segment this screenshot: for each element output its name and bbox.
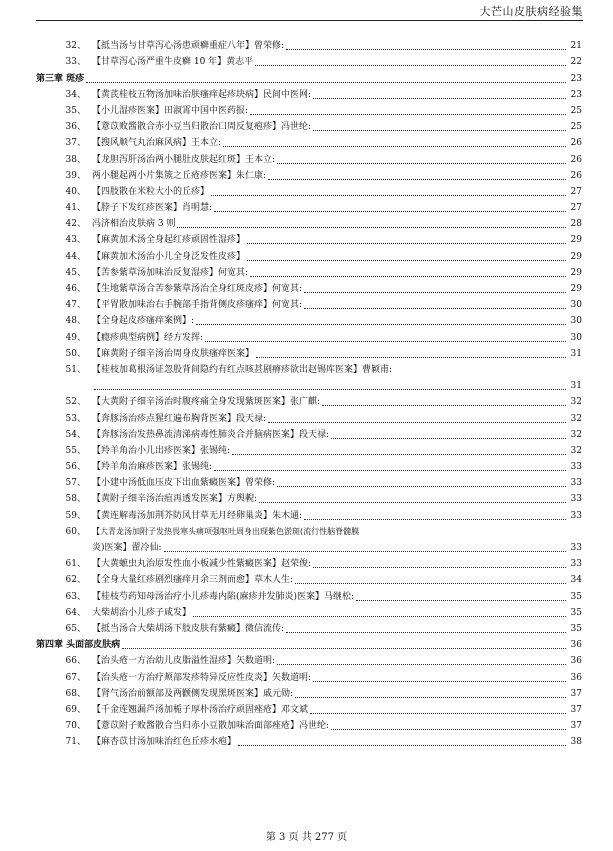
toc-entry-number: 36、 — [65, 122, 86, 133]
toc-entry[interactable] — [36, 524, 582, 540]
toc-entry[interactable] — [36, 621, 582, 637]
toc-entry-title: 【大黄蟅虫丸治原发性血小板减少性紫癜医案】赵荣俊: — [92, 559, 312, 570]
toc-entry-title: 【小儿湿疹医案】田淑霄中国中医药报: — [92, 105, 249, 116]
toc-entry[interactable] — [36, 653, 582, 669]
toc-entry-number: 51、 — [65, 364, 86, 375]
toc-entry-number: 60、 — [65, 526, 86, 537]
toc-entry-number: 53、 — [65, 413, 86, 424]
toc-page-number: 27 — [570, 203, 582, 214]
toc-chapter[interactable] — [36, 637, 582, 653]
toc-leader-dots — [304, 291, 566, 293]
toc-leader-dots — [313, 566, 566, 568]
toc-entry[interactable] — [36, 103, 582, 119]
toc-entry[interactable] — [36, 540, 582, 556]
toc-entry-title: 【脖子下发红疹医案】肖明慧: — [92, 203, 213, 214]
toc-leader-dots — [214, 469, 566, 471]
toc-entry-number: 57、 — [65, 478, 86, 489]
toc-page-number: 36 — [570, 672, 582, 683]
toc-page-number: 29 — [570, 284, 582, 294]
toc-page-number: 32 — [570, 429, 582, 440]
toc-entry-title: 第三章 斑疹 — [36, 73, 85, 84]
toc-entry[interactable] — [36, 588, 582, 604]
toc-entry-number: 41、 — [65, 203, 86, 214]
toc-entry[interactable] — [36, 216, 582, 232]
toc-entry-number: 71、 — [65, 737, 86, 748]
toc-entry[interactable] — [36, 248, 582, 264]
toc-leader-dots — [247, 259, 566, 261]
toc-entry-title: 【奔豚汤治发热鼻流清涕病毒性肺炎合并脑病医案】段天禄: — [92, 429, 330, 440]
toc-entry-number: 69、 — [65, 704, 86, 715]
toc-entry-number: 38、 — [65, 154, 86, 165]
toc-entry[interactable] — [36, 572, 582, 588]
toc-entry-title: 【生地紫草汤合苦参紫草汤治全身红斑皮疹】何宽其: — [92, 284, 303, 294]
toc-entry-number: 61、 — [65, 559, 86, 570]
toc-leader-dots — [211, 194, 566, 196]
toc-leader-dots — [164, 550, 566, 552]
toc-entry-number: 56、 — [65, 462, 86, 473]
toc-entry-number: 50、 — [65, 348, 86, 359]
toc-entry[interactable] — [36, 313, 582, 329]
toc-entry-title: 【大青龙汤加附子发热畏寒头痛项强呕吐周身出现紫色淤斑(流行性脑脊髓膜 — [92, 526, 360, 536]
toc-leader-dots — [255, 64, 566, 66]
toc-entry-title: 【全身大量红疹剧烈瘙痒月余三剂而愈】草木人生: — [92, 575, 294, 586]
toc-entry[interactable] — [36, 394, 582, 410]
toc-leader-dots — [331, 437, 566, 439]
toc-page-number: 30 — [570, 316, 582, 327]
toc-page-number: 33 — [570, 494, 582, 505]
toc-entry-number: 47、 — [65, 300, 86, 311]
toc-entry-title: 【黄连解毒汤加荆芥防风甘草无月经卵巢炎】朱木通: — [92, 510, 303, 521]
toc-leader-dots — [331, 728, 566, 730]
toc-leader-dots — [223, 145, 566, 147]
toc-entry-title: 【苦参紫草汤加味治反复湿疹】何宽其: — [92, 267, 249, 278]
toc-leader-dots — [286, 631, 566, 633]
toc-entry[interactable] — [36, 443, 582, 459]
toc-entry-number: 66、 — [65, 656, 86, 667]
toc-entry-number: 70、 — [65, 721, 86, 732]
toc-entry-title: 【麻杏苡甘汤加味治红色丘疹水疱】 — [92, 737, 237, 748]
toc-entry-number: 55、 — [65, 445, 86, 456]
table-of-contents — [36, 38, 582, 750]
toc-page-number: 29 — [570, 251, 582, 262]
toc-entry[interactable] — [36, 346, 582, 362]
toc-entry[interactable] — [36, 265, 582, 281]
toc-entry-title: 【治头疮一方治疗颊部发疹特异反应性皮炎】矢数道明: — [92, 672, 312, 683]
toc-entry-title: 【甘草泻心汤严重牛皮癣 10 年】黄志平 — [92, 57, 254, 68]
toc-entry[interactable] — [36, 702, 582, 718]
toc-entry[interactable] — [36, 556, 582, 572]
toc-page-number: 21 — [570, 41, 582, 52]
toc-page-number: 35 — [570, 607, 582, 618]
toc-entry-title: 【龙胆泻肝汤治两小腿肚皮肤起红斑】王本立: — [92, 154, 276, 165]
toc-entry-title: 【麻黄加术汤治小儿全身泛发性皮疹】 — [92, 251, 246, 262]
toc-entry[interactable] — [36, 232, 582, 248]
toc-leader-dots — [193, 615, 566, 617]
toc-page-number: 26 — [570, 170, 582, 181]
toc-page-number: 29 — [570, 267, 582, 278]
header-rule — [36, 20, 583, 21]
toc-page-number: 36 — [570, 656, 582, 667]
toc-entry[interactable] — [36, 507, 582, 523]
toc-page-number: 33 — [570, 462, 582, 473]
toc-entry-title: 【薏苡败酱散合赤小豆当归散治口周反复疱疹】冯世纶: — [92, 122, 312, 133]
toc-leader-dots — [277, 485, 566, 487]
toc-entry[interactable] — [36, 329, 582, 345]
toc-entry-title: 【黄芪桂枝五物汤加味治肤瘙痒起疹块病】民间中医网: — [92, 89, 312, 100]
toc-page-number: 33 — [570, 478, 582, 489]
toc-page-number: 34 — [570, 575, 582, 586]
toc-entry-title: 【瘾疹典型病例】经方发挥: — [92, 332, 204, 343]
toc-leader-dots — [286, 48, 566, 50]
toc-entry-title: 【平胃散加味治右手腕部手指背侧皮疹瘙痒】何宽其: — [92, 300, 303, 311]
toc-entry-title: 【抵当汤与甘草泻心汤患顽癣重症八年】曾荣修: — [92, 41, 285, 52]
toc-leader-dots — [232, 453, 566, 455]
toc-entry-number: 44、 — [65, 251, 86, 262]
page-header — [0, 0, 613, 20]
toc-entry-number: 43、 — [65, 235, 86, 246]
toc-entry[interactable] — [36, 362, 582, 378]
toc-leader-dots — [259, 501, 566, 503]
toc-page-number: 31 — [570, 348, 582, 359]
toc-page-number: 29 — [570, 235, 582, 246]
toc-leader-dots — [313, 680, 566, 682]
toc-entry[interactable] — [36, 427, 582, 443]
toc-entry[interactable] — [36, 200, 582, 216]
toc-leader-dots — [94, 388, 566, 390]
toc-entry[interactable] — [36, 718, 582, 734]
toc-entry-title: 【薏苡附子败酱散合当归赤小豆散加味治面部痤疮】冯世纶: — [92, 721, 330, 732]
toc-page-number: 32 — [570, 397, 582, 408]
toc-leader-dots — [295, 696, 566, 698]
toc-leader-dots — [86, 81, 566, 83]
page-footer: 第 3 页 共 277 页 — [265, 832, 348, 843]
toc-entry[interactable] — [36, 410, 582, 426]
toc-entry-title: 【麻黄加术汤全身起红疹顽固性湿疹】 — [92, 235, 246, 246]
toc-entry[interactable] — [36, 151, 582, 167]
toc-leader-dots — [322, 404, 566, 406]
toc-entry[interactable] — [36, 491, 582, 507]
toc-chapter[interactable] — [36, 70, 582, 86]
toc-page-number: 30 — [570, 300, 582, 311]
toc-leader-dots — [205, 340, 566, 342]
toc-leader-dots — [277, 663, 566, 665]
toc-page-number: 28 — [570, 219, 582, 230]
toc-entry-title: 【奔豚汤治疹点猩红遍布胸背医案】段天禄: — [92, 413, 267, 424]
toc-entry-title: 【桂枝芍药知母汤治疗小儿疹毒内陷(麻疹并发肺炎)医案】马继松: — [92, 591, 355, 602]
toc-entry-number: 59、 — [65, 510, 86, 521]
toc-page-number: 25 — [570, 122, 582, 133]
toc-entry-number: 62、 — [65, 575, 86, 586]
toc-entry-title: 冯济相治皮肤病 3 则 — [92, 219, 176, 230]
toc-entry-title: 【四肢散在米粒大小的丘疹】 — [92, 186, 210, 197]
toc-page-number: 33 — [570, 510, 582, 521]
toc-entry-number: 48、 — [65, 316, 86, 327]
toc-entry[interactable] — [36, 669, 582, 685]
toc-entry[interactable] — [36, 168, 582, 184]
toc-entry-title: 【黄附子细辛汤治疽再透发医案】方舆輗: — [92, 494, 258, 505]
toc-page-number: 27 — [570, 186, 582, 197]
toc-leader-dots — [250, 113, 566, 115]
toc-entry-number: 45、 — [65, 267, 86, 278]
toc-entry-number: 42、 — [65, 219, 86, 230]
toc-page-number: 23 — [570, 73, 582, 84]
toc-leader-dots — [313, 129, 566, 131]
toc-page-number: 25 — [570, 105, 582, 116]
toc-entry[interactable] — [36, 281, 582, 297]
toc-entry[interactable] — [36, 135, 582, 151]
toc-leader-dots — [304, 518, 566, 520]
toc-page-number: 37 — [570, 721, 582, 732]
toc-page-number: 32 — [570, 413, 582, 424]
toc-entry[interactable] — [36, 119, 582, 135]
toc-entry[interactable] — [36, 378, 582, 394]
toc-entry-title: 【桂枝加葛根汤证忽股背间隐约有红点咳甚剧瘠疹欲出赵锡库医案】曹颖甫: — [92, 364, 393, 375]
toc-entry-number: 34、 — [65, 89, 86, 100]
toc-leader-dots — [214, 210, 566, 212]
toc-entry-title: 【大黄附子细辛汤治时腹疼痛全身发现紫斑医案】张广麒: — [92, 397, 321, 408]
toc-page-number: 32 — [570, 445, 582, 456]
toc-page-number: 30 — [570, 332, 582, 343]
toc-page-number: 26 — [570, 154, 582, 165]
toc-entry-number: 35、 — [65, 105, 86, 116]
book-title: 大芒山皮肤病经验集 — [479, 5, 583, 18]
toc-entry-title: 【羚羊角治小儿出疹医案】张锡纯: — [92, 445, 231, 456]
toc-entry[interactable] — [36, 605, 582, 621]
toc-entry[interactable] — [36, 475, 582, 491]
toc-entry-number: 65、 — [65, 623, 86, 634]
toc-entry-number: 40、 — [65, 186, 86, 197]
toc-page-number: 22 — [570, 57, 582, 68]
toc-entry-title: 【小建中汤低血压皮下出血紫癜医案】曾荣修: — [92, 478, 276, 489]
toc-entry-title: 【全身起皮疹瘙痒案例】: — [92, 316, 195, 327]
toc-entry[interactable] — [36, 734, 582, 750]
toc-page-number: 37 — [570, 704, 582, 715]
toc-page-number: 31 — [570, 381, 582, 392]
toc-entry-title: 【肾气汤治前额部及两颧侧发现黑斑医案】戚元勋: — [92, 688, 294, 699]
toc-entry-number: 68、 — [65, 688, 86, 699]
toc-entry-title: 【搜风顺气丸治麻风病】王本立: — [92, 138, 222, 149]
toc-entry-title: 两小腿起两小片集簇之丘疮疹医案】朱仁康: — [92, 170, 267, 181]
toc-entry[interactable] — [36, 54, 582, 70]
toc-leader-dots — [295, 582, 566, 584]
toc-entry[interactable] — [36, 38, 582, 54]
toc-entry-title: 【抵当汤合大柴胡汤下肢皮肤有紫癜】微信流传: — [92, 623, 285, 634]
toc-entry-title: 【千金连翘漏芦汤加栀子厚朴汤治疗顽固痤疮】邓文斌 — [92, 704, 309, 715]
toc-entry[interactable] — [36, 87, 582, 103]
toc-leader-dots — [247, 242, 566, 244]
toc-entry-title: 【治头疮一方治幼儿皮脂溢性湿疹】矢数道明: — [92, 656, 276, 667]
toc-leader-dots — [256, 356, 566, 358]
toc-entry[interactable] — [36, 459, 582, 475]
toc-leader-dots — [250, 275, 566, 277]
toc-leader-dots — [177, 226, 566, 228]
toc-entry[interactable] — [36, 184, 582, 200]
toc-page-number: 35 — [570, 623, 582, 634]
toc-entry-number: 63、 — [65, 591, 86, 602]
toc-leader-dots — [268, 178, 566, 180]
toc-entry-number: 33、 — [65, 57, 86, 68]
toc-entry-title: 炎)医案】翟冷仙: — [92, 543, 162, 553]
toc-page-number: 23 — [570, 89, 582, 100]
toc-leader-dots — [268, 421, 566, 423]
toc-entry[interactable] — [36, 297, 582, 313]
toc-page-number: 37 — [570, 688, 582, 699]
toc-page-number: 38 — [570, 737, 582, 748]
toc-entry-title: 第四章 头面部皮肤病 — [36, 640, 121, 651]
toc-leader-dots — [196, 323, 566, 325]
toc-entry-number: 52、 — [65, 397, 86, 408]
toc-page-number: 35 — [570, 591, 582, 602]
toc-page-number: 26 — [570, 138, 582, 149]
toc-page-number: 33 — [570, 559, 582, 570]
toc-entry-number: 49、 — [65, 332, 86, 343]
toc-leader-dots — [304, 307, 566, 309]
toc-entry-number: 67、 — [65, 672, 86, 683]
toc-entry[interactable] — [36, 686, 582, 702]
toc-entry-number: 39、 — [65, 170, 86, 181]
toc-page-number: 33 — [570, 543, 582, 553]
toc-leader-dots — [238, 744, 566, 746]
toc-entry-number: 54、 — [65, 429, 86, 440]
toc-entry-number: 32、 — [65, 41, 86, 52]
toc-page-number: 36 — [570, 640, 582, 651]
toc-leader-dots — [310, 712, 566, 714]
toc-leader-dots — [122, 647, 566, 649]
toc-entry-number: 58、 — [65, 494, 86, 505]
toc-entry-title: 【麻黄附子细辛汤治周身皮肤瘙痒医案】 — [92, 348, 255, 359]
toc-entry-title: 大柴胡治小儿疹子咸发】 — [92, 607, 192, 618]
toc-entry-number: 37、 — [65, 138, 86, 149]
toc-entry-title: 【羚羊角治麻疹医案】张锡纯: — [92, 462, 213, 473]
toc-leader-dots — [356, 599, 566, 601]
toc-leader-dots — [313, 97, 566, 99]
toc-entry-number: 46、 — [65, 284, 86, 294]
toc-leader-dots — [277, 162, 566, 164]
toc-entry-number: 64、 — [65, 607, 86, 618]
